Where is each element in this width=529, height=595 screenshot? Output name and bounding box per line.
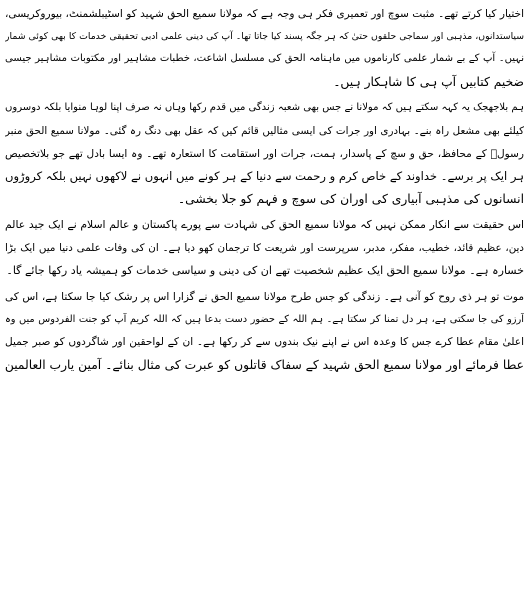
text-line: نہیں۔ آپ کے بے شمار علمی کارناموں میں ماہنامہ الحق کی مسلسل اشاعت، خطبات مشاہیر اور مکتوبات مشاہیر جیسی xyxy=(5,53,524,65)
text-line: اس حقیقت سے انکار ممکن نہیں کہ مولانا سمیع الحق کی شہادت سے پورے پاکستان و عالم اسلام نے ایک جید عالم xyxy=(5,218,524,232)
text-line: سیاستدانوں، مذہبی اور سماجی حلقوں حتیٰ کہ ہر جگہ پسند کیا جاتا تھا۔ آپ کی دینی علمی ادبی تحقیقی خدمات کا بھی کوئی شمار xyxy=(5,30,524,42)
paragraph-4 xyxy=(5,286,524,376)
paragraph-3 xyxy=(5,214,524,282)
text-line: اختیار کیا کرتے تھے۔ مثبت سوچ اور تعمیری فکر ہی وجہ ہے کہ مولانا سمیع الحق شہید کو اسٹیبلشمنٹ، بیوروکریسی، xyxy=(5,8,524,20)
text-line: ضخیم کتابیں آپ ہی کا شاہکار ہیں۔ xyxy=(333,74,524,89)
paragraph-2 xyxy=(5,97,524,210)
text-line: عطا فرمائے اور مولانا سمیع الحق شہید کے سفاک قاتلوں کو عبرت کی مثال بنائے۔ آمین یارب العالمین xyxy=(5,357,524,372)
text-line: ہر ایک پر برسے۔ خداوند کے خاص کرم و رحمت سے دنیا کے ہر کونے میں انہوں نے لاکھوں نہیں بلکہ کروڑوں xyxy=(5,169,524,184)
text-line: اعلیٰ مقام عطا کرے جس کا وعدہ اس نے اپنے نیک بندوں سے کر رکھا ہے۔ ان کے لواحقین اور شاگردوں کو صبر جمیل xyxy=(5,336,524,349)
text-line: آرزو کی جا سکتی ہے، ہر دل تمنا کر سکتا ہے۔ ہم اللہ کے حضور دست بدعا ہیں کہ اللہ کریم آپ کو جنت الفردوس میں وہ xyxy=(5,313,524,325)
text-line: رسولؐ کے محافظ، حق و سچ کے پاسدار، ہمت، جرات اور استقامت کا استعارہ تھے۔ وہ ایسا بادل تھے جو بلاتخصیص xyxy=(5,147,524,160)
text-line: کیلئے بھی مشعل راہ بنے۔ بہادری اور جرات کی ایسی مثالیں قائم کیں کہ عقل بھی دنگ رہ گئی۔ مولانا سمیع الحق منبر xyxy=(5,124,524,137)
text-line: ہم بلاجھجک یہ کہہ سکتے ہیں کہ مولانا نے جس بھی شعبہ زندگی میں قدم رکھا وہاں نہ صرف اپنا لوہا منوایا بلکہ دوسروں xyxy=(5,102,524,114)
text-line: دین، عظیم قائد، خطیب، مفکر، مدبر، سرپرست اور شریعت کا ترجمان کھو دیا ہے۔ ان کی وفات علمی دنیا میں ایک بڑا xyxy=(5,241,524,254)
text-line: موت تو ہر ذی روح کو آنی ہے۔ زندگی کو جس طرح مولانا سمیع الحق نے گزارا اس پر رشک کیا جا سکتا ہے، اس کی xyxy=(5,291,524,304)
text-line: انسانوں کی مذہبی آبیاری کی اوران کی سوچ و فہم کو جلا بخشی۔ xyxy=(177,191,524,206)
text-line: خسارہ ہے۔ مولانا سمیع الحق ایک عظیم شخصیت تھے ان کی دینی و سیاسی خدمات کو ہمیشہ یاد رکھا جائے گا۔ xyxy=(6,263,524,277)
paragraph-1 xyxy=(5,3,524,93)
